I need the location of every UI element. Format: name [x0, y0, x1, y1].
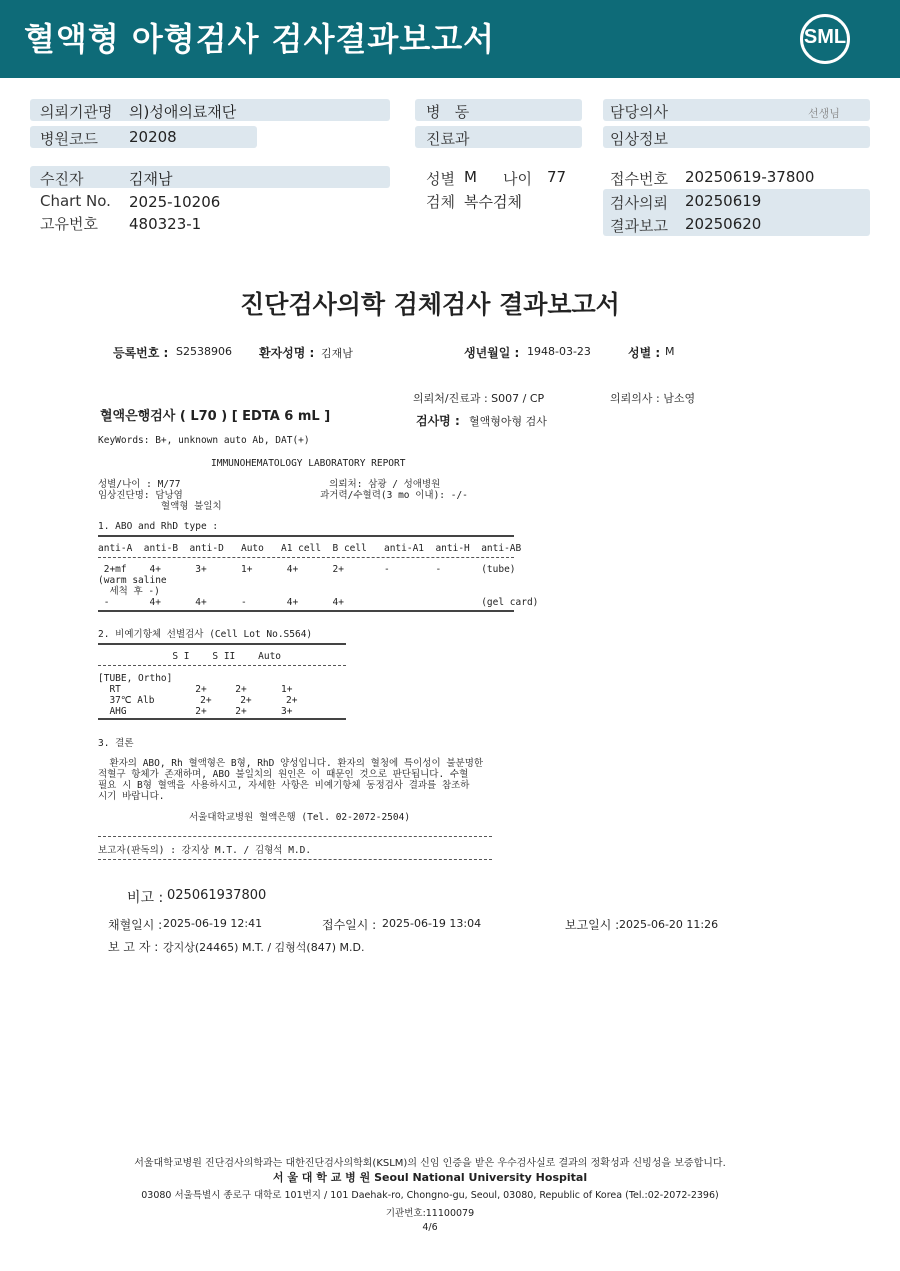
divider — [98, 610, 514, 612]
dob-label: 생년월일 : — [464, 346, 520, 360]
patient-label: 수진자 — [40, 170, 84, 188]
clinical-info-label: 임상정보 — [610, 130, 668, 148]
sex-value: M — [464, 168, 477, 186]
receipt-time-label: 접수일시 : — [322, 918, 377, 932]
conclusion-line: 적혈구 항체가 존재하며, ABO 불일치의 원인은 이 때문인 것으로 판단됩니다. 수혈 — [98, 769, 469, 780]
receipt-time-value: 2025-06-19 13:04 — [382, 917, 482, 930]
page-title: 혈액형 아형검사 검사결과보고서 — [24, 20, 496, 58]
report-date-value: 20250620 — [685, 215, 762, 233]
diagnosis-line: 임상진단명: 담낭염 과거력/수혈력(3 mo 이내): -/- — [98, 490, 468, 501]
reg-no-label: 등록번호 : — [113, 346, 169, 360]
doctor-suffix: 선생님 — [808, 107, 840, 120]
hospital-name: 서 울 대 학 교 병 원 Seoul National University Hospital — [272, 1171, 588, 1184]
divider — [98, 643, 346, 645]
antibody-table-row: AHG 2+ 2+ 3+ — [98, 706, 293, 717]
unique-no-label: 고유번호 — [40, 215, 98, 233]
section-2-title: 2. 비예기항체 선별검사 (Cell Lot No.S564) — [98, 629, 313, 640]
divider — [98, 535, 514, 537]
divider — [98, 665, 346, 666]
hospital-code-label: 병원코드 — [40, 130, 98, 148]
patient-row — [30, 166, 390, 188]
report-date-label: 결과보고 — [610, 217, 668, 235]
divider — [98, 557, 514, 558]
conclusion-line: 시기 바랍니다. — [98, 791, 165, 802]
hospital-address: 03080 서울특별시 종로구 대학로 101번지 / 101 Daehak-ro, Chongno-gu, Seoul, 03080, Republic of Korea (Tel.:02-2072-2396) — [141, 1190, 719, 1201]
antibody-table-row: [TUBE, Ortho] — [98, 673, 173, 684]
specimen-value: 복수검체 — [464, 193, 522, 211]
page-number: 4/6 — [422, 1222, 438, 1233]
specimen-label: 검체 — [426, 193, 455, 211]
chart-no-value: 2025-10206 — [129, 193, 221, 211]
divider — [98, 836, 492, 837]
report-title: 진단검사의학 검체검사 결과보고서 — [240, 290, 620, 319]
antibody-table-row: 37℃ Alb 2+ 2+ 2+ — [98, 695, 298, 706]
remark-label: 비고 : — [127, 890, 164, 906]
patient-name-value: 김재남 — [321, 347, 353, 360]
blood-bank-contact: 서울대학교병원 혈액은행 (Tel. 02-2072-2504) — [189, 812, 411, 823]
report-time-value: 2025-06-20 11:26 — [619, 918, 719, 931]
abo-table-row: 2+mf 4+ 3+ 1+ 4+ 2+ - - (tube) — [98, 564, 516, 575]
report-sex-label: 성별 : — [628, 346, 661, 360]
age-label: 나이 — [503, 170, 532, 188]
reporter-value: 강지상(24465) M.T. / 김형석(847) M.D. — [163, 941, 365, 954]
sex-age-line: 성별/나이 : M/77 의뢰처: 삼광 / 성애병원 — [98, 479, 441, 490]
hospital-code-value: 20208 — [129, 128, 177, 146]
section-1-title: 1. ABO and RhD type : — [98, 521, 219, 532]
age-value: 77 — [547, 168, 567, 186]
reg-no-value: S2538906 — [176, 345, 232, 358]
institution-value: 의)성애의료재단 — [129, 103, 237, 121]
divider — [98, 859, 492, 860]
reporter-label: 보 고 자 : — [108, 940, 159, 954]
test-main-title: 혈액은행검사 ( L70 ) [ EDTA 6 mL ] — [100, 409, 331, 424]
antibody-table-row: RT 2+ 2+ 1+ — [98, 684, 293, 695]
patient-value: 김재남 — [129, 170, 173, 188]
request-date-value: 20250619 — [685, 192, 762, 210]
antibody-table-header: S I S II Auto — [98, 651, 282, 662]
receipt-no-value: 20250619-37800 — [685, 168, 815, 186]
institution-label: 의뢰기관명 — [40, 103, 113, 121]
institution-code: 기관번호:11100079 — [385, 1208, 475, 1219]
lab-report-title: IMMUNOHEMATOLOGY LABORATORY REPORT — [211, 458, 406, 469]
section-3-title: 3. 결론 — [98, 738, 134, 749]
keywords-line: KeyWords: B+, unknown auto Ab, DAT(+) — [98, 435, 310, 446]
collection-time-value: 2025-06-19 12:41 — [163, 917, 263, 930]
test-name-label: 검사명 : — [416, 414, 460, 428]
dob-value: 1948-03-23 — [527, 345, 591, 358]
conclusion-line: 환자의 ABO, Rh 혈액형은 B형, RhD 양성입니다. 환자의 혈청에 특이성이 불분명한 — [98, 758, 484, 769]
report-sex-value: M — [665, 345, 675, 358]
department-label: 진료과 — [426, 130, 470, 148]
request-date-label: 검사의뢰 — [610, 194, 668, 212]
chart-no-label: Chart No. — [40, 192, 111, 210]
sml-logo-text: SML — [803, 26, 847, 48]
abo-table-row: - 4+ 4+ - 4+ 4+ (gel card) — [98, 597, 539, 608]
unique-no-value: 480323-1 — [129, 215, 202, 233]
conclusion-line: 필요 시 B형 혈액을 사용하시고, 자세한 사항은 비예기항체 동정검사 결과를 참조하 — [98, 780, 470, 791]
divider — [98, 718, 346, 720]
reporter-line: 보고자(판독의) : 강지상 M.T. / 김형석 M.D. — [98, 845, 312, 856]
accreditation-statement: 서울대학교병원 진단검사의학과는 대한진단검사의학회(KSLM)의 신임 인증을 받은 우수검사실로 결과의 정확성과 신빙성을 보증합니다. — [134, 1158, 726, 1169]
test-name-value: 혈액형아형 검사 — [469, 415, 547, 428]
abo-table-row: 세척 후 -) — [98, 586, 160, 597]
collection-time-label: 채혈일시 : — [108, 918, 163, 932]
doctor-label: 담당의사 — [610, 103, 668, 121]
patient-name-label: 환자성명 : — [259, 346, 315, 360]
sex-label: 성별 — [426, 170, 455, 188]
remark-value: 025061937800 — [167, 888, 267, 903]
referral-doctor: 의뢰의사 : 남소영 — [610, 392, 696, 405]
abo-table-row: (warm saline — [98, 575, 167, 586]
referral-department: 의뢰처/진료과 : S007 / CP — [413, 392, 545, 405]
receipt-no-label: 접수번호 — [610, 170, 668, 188]
diagnosis-line-2: 혈액형 불일치 — [98, 501, 222, 512]
ward-label: 병 동 — [426, 103, 470, 121]
abo-table-header: anti-A anti-B anti-D Auto A1 cell B cell anti-A1 anti-H anti-AB — [98, 543, 522, 554]
report-time-label: 보고일시 : — [565, 918, 620, 932]
